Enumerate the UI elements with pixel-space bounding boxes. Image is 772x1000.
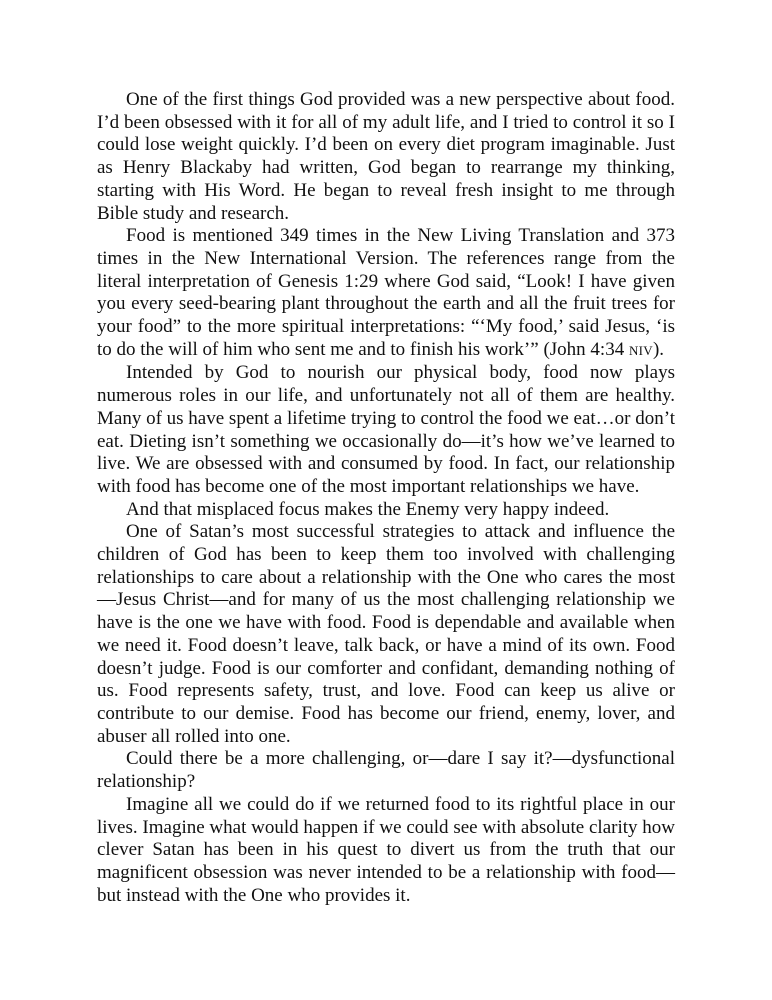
citation-closing: ). (652, 338, 665, 360)
paragraph-dysfunctional-question: Could there be a more challenging, or—dare I say it?—dysfunctional relationship? (97, 748, 675, 793)
paragraph-imagine: Imagine all we could do if we returned food to its rightful place in our lives. Imagine what would happen if we could see with absolute clarity how clever Satan has been in his quest to divert us from the truth that our magnificent obsession was never intended to be a relationship with food—but instead with the One who provides it. (97, 793, 675, 906)
paragraph-food-roles: Intended by God to nourish our physical body, food now plays numerous roles in our life, and unfortunately not all of them are healthy. Many of us have spent a lifetime trying to control the food we eat…or don’t eat. Dieting isn’t something we occasionally do—it’s how we’ve learned to live. We are obsessed with and consumed by food. In fact, our relationship with food has become one of the most important relationships we have. (97, 362, 675, 497)
paragraph-food-mentions-text: Food is mentioned 349 times in the New Living Translation and 373 times in the New International Version. The references range from the literal interpretation of Genesis 1:29 where God said, “Look! I have given you every seed-bearing plant throughout the earth and all the fruit trees for your food” to the more spiritual interpretations: “‘My food,’ said Jesus, ‘is to do the will of him who sent me and to finish his work’” (John 4:34 (97, 225, 675, 360)
book-page (97, 89, 675, 907)
paragraph-satan-strategy: One of Satan’s most successful strategies to attack and influence the children of God has been to keep them too involved with challenging relationships to care about a relationship with the One who cares the most —Jesus Christ—and for many of us the most challenging relationship we have is the one we have with food. Food is dependable and available when we need it. Food doesn’t leave, talk back, or have a mind of its own. Food doesn’t judge. Food is our comforter and confidant, demanding nothing of us. Food represents safety, trust, and love. Food can keep us alive or contribute to our demise. Food has become our friend, enemy, lover, and abuser all rolled into one. (97, 521, 675, 747)
paragraph-food-perspective: One of the first things God provided was a new perspective about food. I’d been obsessed with it for all of my adult life, and I tried to control it so I could lose weight quickly. I’d been on every diet program imaginable. Just as Henry Blackaby had written, God began to rearrange my thinking, starting with His Word. He began to reveal fresh insight to me through Bible study and research. (97, 89, 675, 224)
paragraph-food-mentions (97, 225, 675, 362)
bible-version-abbrev: NIV (628, 342, 653, 358)
paragraph-misplaced-focus: And that misplaced focus makes the Enemy very happy indeed. (126, 498, 610, 520)
